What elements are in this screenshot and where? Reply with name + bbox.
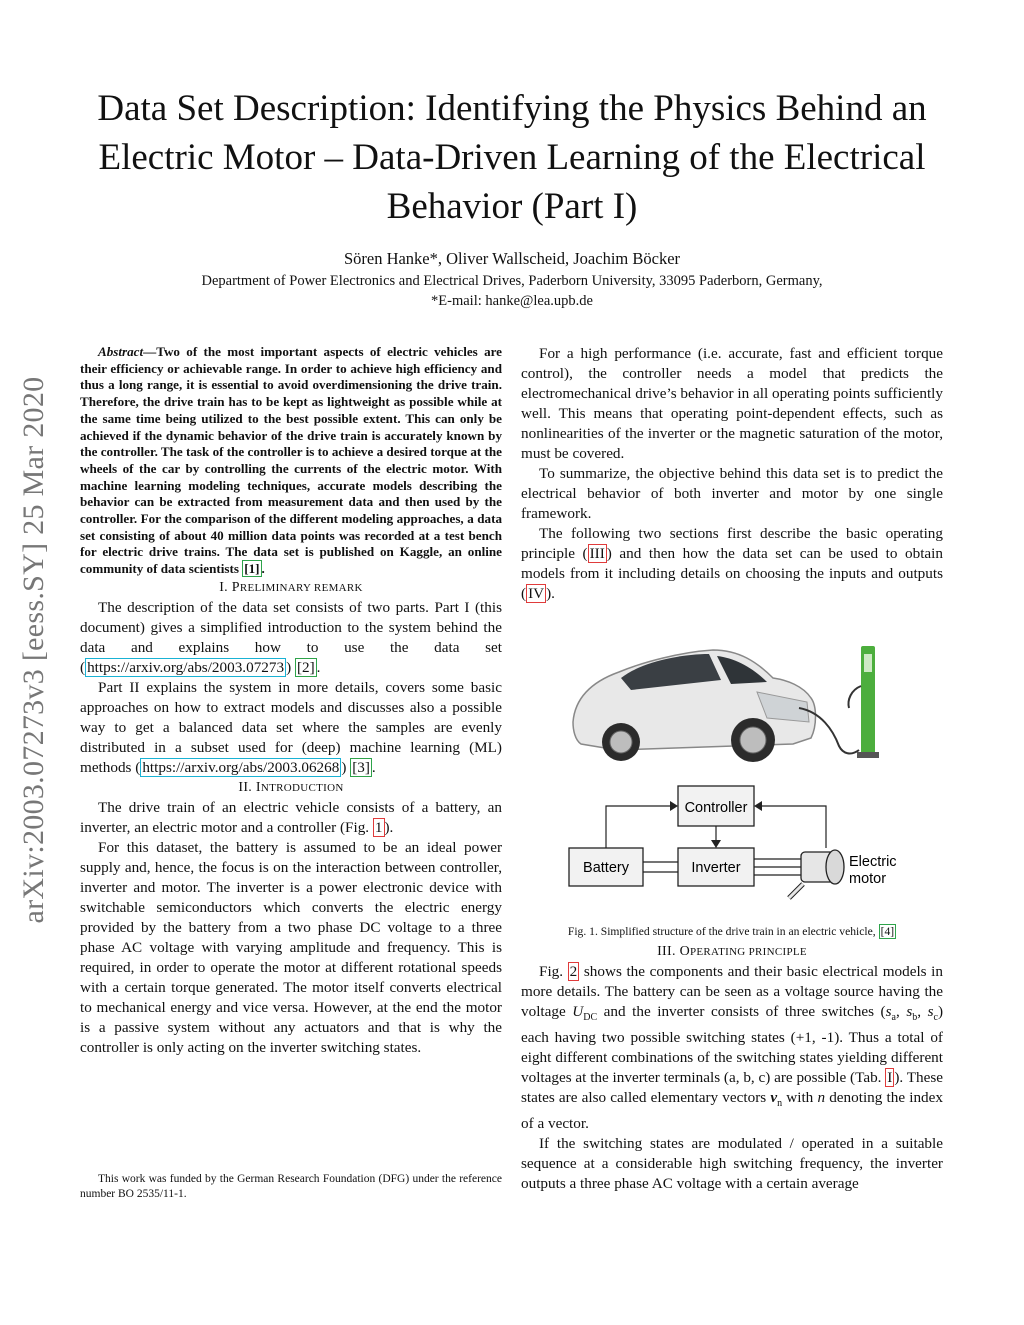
section-ref-link[interactable]: IV	[528, 585, 545, 602]
section-heading: III. OPERATING PRINCIPLE	[657, 944, 807, 959]
battery-label: Battery	[583, 860, 629, 876]
abstract	[80, 344, 502, 578]
right-column	[521, 344, 943, 1194]
abstract-end: .	[261, 561, 265, 577]
paragraph: Fig. 2 shows the components and their basic electrical models in more details. The battery can be seen as a voltage source having the voltage $U_{DC}$ and the inverter consists of three switches ($s_a$, $s_b$, $s_c$) each having two possible switching states (+1, -1). Thus a total of eight different combinations of the switching states yielding different voltages at the inverter terminals (a, b, c) are possible (Tab. I ). These states are also called elementary vectors $v_n$ with n denoting the index of a vector.	[521, 963, 944, 1133]
figure-ref-link[interactable]: 1	[374, 818, 383, 836]
left-column	[80, 344, 502, 1058]
section-heading: I. PRELIMINARY REMARK	[219, 579, 363, 595]
url-link[interactable]: https://arxiv.org/abs/2003.06268	[142, 758, 340, 776]
paragraph: The drive train of an electric vehicle consists of a battery, an inverter, an electric motor and a controller (Fig. 1 ).	[80, 798, 502, 836]
inverter-label: Inverter	[691, 860, 741, 876]
paragraph: The description of the data set consists of two parts. Part I (this document) gives a simplified introduction to the system behind the data and explains how to use the data set ( https://arxiv.org/abs/2003.07273 ) [2] .	[80, 598, 502, 676]
motor-label-line1: Electric	[849, 854, 897, 870]
charging-station	[849, 646, 880, 758]
paragraph: For this dataset, the battery is assumed to be an ideal power supply and, hence, the focus is on the interaction between controller, inverter and motor. The inverter is a power electronic device with switchable semiconductors which converts the electric energy provided by the battery from a two phase DC voltage to a three phase AC voltage with varying amplitude and frequency. This is required, in order to operate the motor at different rotational speeds with a certain torque generated. The motor itself converts electrical to mechanical energy and vice versa. However, at the end the motor is a passive system without any actuators and that is why the controller is only acting on the inverter switching states.	[80, 838, 502, 1056]
paragraph: Part II explains the system in more details, covers some basic approaches on how to extract models and discusses also a possible way to get a balanced data set where the samples are evenly distributed in a subset used for (deep) machine learning (ML) methods ( https://arxiv.org/abs/2003.06268 ) [3] .	[80, 678, 502, 776]
figure-caption: Fig. 1. Simplified structure of the drive train in an electric vehicle, [4]	[567, 925, 895, 938]
electric-motor-icon	[789, 850, 844, 898]
paragraph: To summarize, the objective behind this data set is to predict the electrical behavior of both inverter and motor by one single framework.	[521, 465, 943, 522]
paper-title: Data Set Description: Identifying the Physics Behind an Electric Motor – Data-Driven Learning of the Electrical Behavior (Part I)	[97, 88, 927, 227]
paragraph: For a high performance (i.e. accurate, fast and efficient torque control), the controller needs a model that predicts the electromechanical drive’s behavior in all operating points sufficiently well. This means that operating point-dependent effects, such as nonlinearities of the inverter or the magnetic saturation of the motor, must be covered.	[521, 345, 943, 462]
affiliation-line: Department of Power Electronics and Electrical Drives, Paderborn University, 33095 Paderborn, Germany,	[201, 273, 823, 289]
affiliation	[40, 271, 984, 311]
paragraph: If the switching states are modulated / operated in a suitable sequence at a considerable high switching frequency, the inverter outputs a three phase AC voltage with a certain average	[521, 1135, 943, 1193]
citation-link[interactable]: [4]	[880, 925, 895, 938]
citation-link[interactable]: [3]	[352, 758, 370, 776]
abstract-text: —Two of the most important aspects of electric vehicles are their efficiency or achievable range. In order to achieve high efficiency and thus a long range, it is essential to avoid overdimensioning the drive train. Therefore, the drive train has to be kept as lightweight as possible while at the same time being utilized to the best possible extent. This can only be achieved if the dynamic behavior of the drive train is accurately known by the controller. The task of the controller is to achieve a desired torque at the wheels of the car by controlling the currents of the electric motor. With machine learning modeling techniques, accurate models describing the behavior can be extracted from measurement data and then used by the controller. For the comparison of the different modeling approaches, a data set consisting of about 40 million data points was recorded at a test bench for electric drive trains. The data set is published on Kaggle, an online community of data scientists	[80, 344, 502, 577]
figure-ref-link[interactable]: 2	[569, 963, 578, 980]
table-ref-link[interactable]: I	[887, 1069, 893, 1087]
arxiv-sidebar	[6, 340, 62, 960]
abstract-label: Abstract	[98, 344, 144, 359]
block-diagram	[569, 786, 897, 898]
footnote	[80, 1172, 502, 1202]
car-illustration	[573, 650, 859, 762]
section-ref-link[interactable]: III	[589, 545, 605, 562]
section-heading: II. INTRODUCTION	[238, 779, 344, 795]
drive-train-diagram	[521, 626, 943, 916]
figure-1	[521, 626, 943, 916]
controller-label: Controller	[684, 800, 748, 816]
paragraph: The following two sections first describe the basic operating principle ( III ) and then how the data set can be used to obtain models from it including details on choosing the inputs and outputs ( IV ).	[521, 525, 943, 602]
citation-link[interactable]: [1]	[244, 561, 260, 577]
citation-link[interactable]: [2]	[296, 658, 315, 676]
motor-label-line2: motor	[849, 871, 887, 887]
author-list: Sören Hanke*, Oliver Wallscheid, Joachim Böcker	[343, 249, 681, 268]
url-link[interactable]: https://arxiv.org/abs/2003.07273	[87, 658, 285, 676]
arxiv-id: arXiv:2003.07273v3 [eess.SY] 25 Mar 2020	[17, 376, 50, 924]
email-line: *E-mail: hanke@lea.upb.de	[431, 293, 593, 309]
funding-note: This work was funded by the German Research Foundation (DFG) under the reference number BO 2535/11-1.	[80, 1173, 502, 1200]
